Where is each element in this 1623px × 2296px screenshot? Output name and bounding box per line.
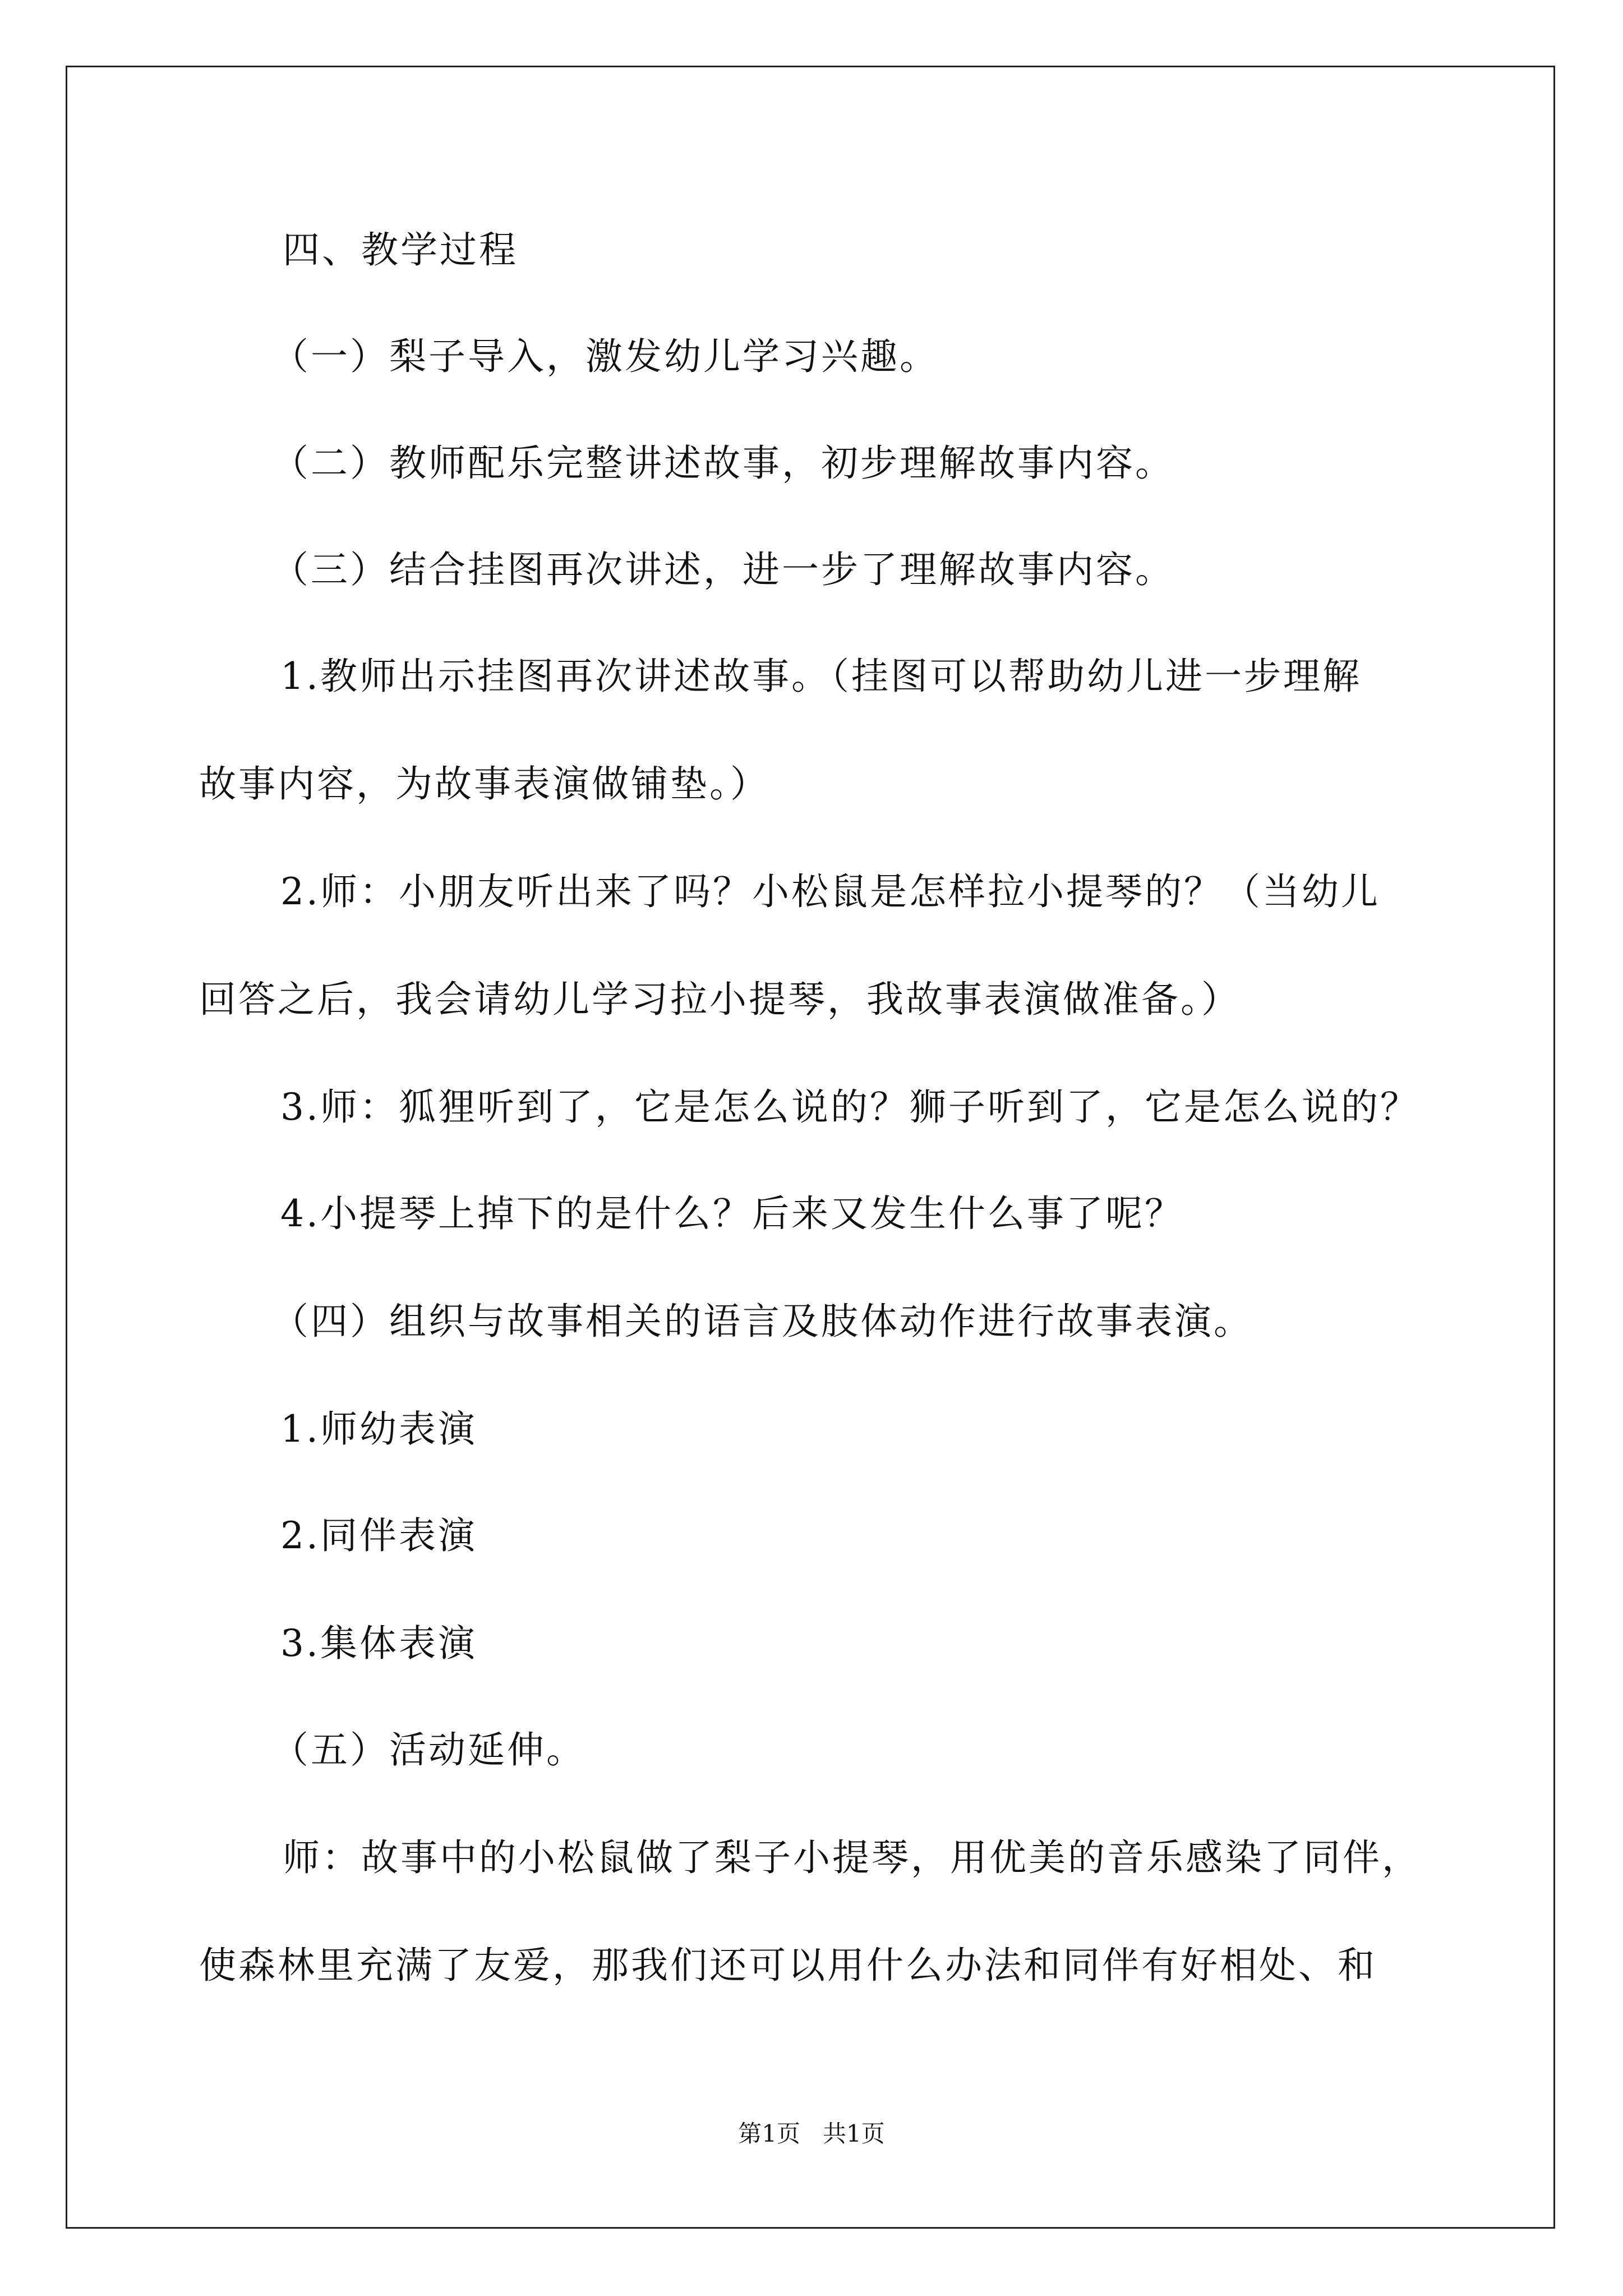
paragraph-line: 使森林里充满了友爱，那我们还可以用什么办法和同伴有好相处、和 [199, 1944, 1377, 1987]
page-border [66, 66, 1555, 2229]
paragraph-line: （一）梨子导入，激发幼儿学习兴趣。 [271, 335, 939, 378]
paragraph-line: 4.小提琴上掉下的是什么？后来又发生什么事了呢？ [280, 1192, 1184, 1235]
paragraph-line: 3.集体表演 [280, 1622, 477, 1665]
paragraph-line: （三）结合挂图再次讲述，进一步了理解故事内容。 [271, 548, 1174, 591]
paragraph-line: （五）活动延伸。 [271, 1728, 585, 1772]
paragraph-line: 师：故事中的小松鼠做了梨子小提琴，用优美的音乐感染了同伴， [283, 1836, 1421, 1879]
paragraph-line: 1.师幼表演 [280, 1407, 477, 1451]
paragraph-line: 回答之后，我会请幼儿学习拉小提琴，我故事表演做准备。） [199, 978, 1241, 1021]
paragraph-line: 1.教师出示挂图再次讲述故事。（挂图可以帮助幼儿进一步理解 [280, 655, 1362, 698]
paragraph-line: 故事内容，为故事表演做铺垫。） [199, 762, 769, 806]
page-footer: 第1页 共1页 [738, 2120, 885, 2147]
paragraph-line: 3.师：狐狸听到了，它是怎么说的？狮子听到了，它是怎么说的？ [280, 1085, 1419, 1129]
paragraph-line: 2.师：小朋友听出来了吗？小松鼠是怎样拉小提琴的？（当幼儿 [280, 870, 1380, 913]
paragraph-line: （四）组织与故事相关的语言及肢体动作进行故事表演。 [271, 1300, 1253, 1343]
paragraph-line: （二）教师配乐完整讲述故事，初步理解故事内容。 [271, 441, 1174, 485]
paragraph-line: 2.同伴表演 [280, 1514, 477, 1557]
section-heading: 四、教学过程 [283, 228, 518, 272]
